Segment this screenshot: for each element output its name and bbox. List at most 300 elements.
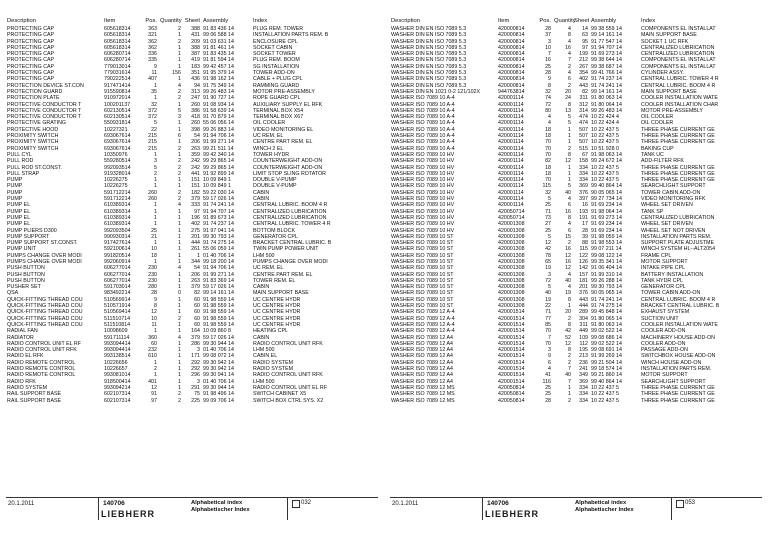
item-cell: 10226657 [104,366,128,373]
quantity-cell: 1 [178,303,181,310]
pos-cell: 78 [545,252,551,259]
quantity-cell: 4 [568,196,571,203]
sheet-cell: 151 [191,183,200,190]
footer-date: 20.1.2011 [8,501,35,507]
assembly-cell: 99 26 483 14 [591,107,622,114]
description-cell: PULL STRAP [7,170,40,177]
description-cell: WASHER DIN EN ISO 7089 5.3 [391,76,467,83]
item-cell: 420001114 [498,151,524,158]
pos-cell: 70 [545,151,551,158]
document-number: 140706 [487,500,509,507]
quantity-cell: 5 [568,120,571,127]
index-cell: THREE PHASE CURRENT GE [641,391,715,398]
index-cell: LHM 500 [253,252,275,259]
footer-date: 20.1.2011 [392,501,419,507]
sheet-cell: 386 [191,107,200,114]
sheet-cell: 507 [579,133,588,140]
table-row [6,372,378,378]
index-cell: TOWER ADD-ON [253,70,295,77]
liebherr-logo: LIEBHERR [101,509,156,519]
assembly-cell: 91 99 271 14 [203,271,234,278]
item-cell: 606280714 [104,51,131,58]
item-cell: 420001514 [498,334,525,341]
description-cell: WASHER ISO 7089 10 A-4 [391,126,455,133]
pos-cell: 19 [545,296,551,303]
pos-cell: 18 [545,126,551,133]
quantity-cell: 1 [178,139,181,146]
item-cell: 693067614 [104,133,131,140]
assembly-cell: 99 08 691 14 [591,347,622,354]
quantity-cell: 2 [178,189,181,196]
sheet-header: Sheet [184,18,200,24]
assembly-cell: 99 30 793 14 [203,233,234,240]
assembly-cell: 99 26 288 14 [591,277,622,284]
index-cell: AUXILIARY SUPPLY EL RFK [253,101,323,108]
quantity-cell: 8 [568,296,571,303]
quantity-cell: 1 [178,227,181,234]
item-cell: 983492214 [104,290,131,297]
sheet-cell: 334 [579,397,588,404]
quantity-cell: 1 [178,240,181,247]
sheet-cell: 441 [191,170,200,177]
item-cell: 606277014 [104,277,131,284]
description-header: Description [7,18,36,24]
quantity-cell: 2 [178,95,181,102]
description-cell: WASHER DIN EN ISO 7089 5.3 [391,82,467,89]
sheet-cell: 349 [579,372,588,379]
item-cell: 420001308 [498,265,525,272]
index-cell: THREE PHASE CURRENT GE [641,397,715,404]
assembly-cell: 91 69 273 14 [591,214,622,221]
pos-cell: 82 [545,158,551,165]
assembly-cell: 99 45 848 14 [591,309,622,316]
description-cell: PUMP [7,183,23,190]
pos-cell: 2 [154,170,157,177]
quantity-cell: 1 [178,353,181,360]
description-cell: PROTECTION DEVICE ST.CON [7,82,84,89]
pos-cell: 1 [154,183,157,190]
pos-cell: 10 [151,315,157,322]
quantity-cell: 8 [568,32,571,39]
item-cell: 420000814 [498,26,525,32]
item-cell: 790222514 [104,76,131,83]
index-cell: MOTOR PRE-ASSEMBLY [641,107,703,114]
item-cell: 559280514 [104,158,131,165]
pos-cell: 260 [148,189,157,196]
description-cell: WASHER ISO 7089 12 A-4 [391,309,455,316]
item-cell: 420000814 [498,44,525,51]
index-cell: BRACKET CENTRAL LUBRIC. B [253,240,332,247]
index-cell: COOLER INSTALLATION WATE [641,95,718,102]
assembly-cell: 99 42 340 14 [203,151,234,158]
sheet-cell: 359 [191,151,200,158]
pos-cell: 232 [148,347,157,354]
description-cell: PULL CYL [7,151,32,158]
assembly-cell: 91 74 241 14 [203,202,234,209]
quantity-cell: 2 [568,82,571,89]
index-cell: CENTRALIZED LUBRICATION [253,208,327,215]
item-cell: 420001114 [498,133,524,140]
quantity-cell: 8 [568,321,571,328]
quantity-cell: 1 [178,378,181,385]
pos-cell: 362 [148,38,157,45]
pos-cell: 32 [545,88,551,95]
sheet-cell: 60 [194,315,200,322]
sheet-cell: 369 [579,183,588,190]
item-cell: 420000814 [498,57,525,64]
quantity-cell: 2 [178,145,181,152]
description-cell: WASHER ISO 7089 10 HV [391,214,455,221]
pos-cell: 70 [545,145,551,152]
description-cell: PROTECTION PLATE [7,95,60,102]
index-cell: LHM 500 [253,378,275,385]
pos-cell: 115 [542,183,551,190]
index-cell: VIDEO MONITORING EL [253,126,314,133]
sheet-cell: 115 [579,246,588,253]
quantity-cell: 12 [565,265,571,272]
sheet-cell: 1 [197,252,200,259]
item-cell: 420050814 [498,397,525,404]
assembly-cell: 10 09 849 1 [203,183,231,190]
item-cell: 779013014 [104,63,131,70]
assembly-cell: 91 69 234 14 [591,221,622,228]
pos-cell: 1 [154,214,157,221]
item-cell: 591711114 [104,334,130,341]
index-cell: CENTRAL LUBRIC. TOWER 4 R [253,221,331,228]
item-cell: 605618314 [104,32,131,39]
index-cell: ADD-FILTER RFK [641,158,684,165]
quantity-cell: 1 [178,221,181,228]
sheet-cell: 418 [191,114,200,121]
item-cell: 915590814 [104,88,131,95]
item-cell: 420000814 [498,32,525,39]
item-cell: 605618314 [104,26,131,32]
sheet-cell: 304 [579,315,588,322]
item-cell: 420001308 [498,284,525,291]
description-cell: PUMP SUPPORT [7,233,50,240]
quantity-cell: 4 [568,221,571,228]
pos-cell: 1 [154,208,157,215]
index-cell: BOTTOM BLOCK [253,227,295,234]
index-cell: PUMPS CHANGE OVER MODI [253,258,328,265]
sheet-cell: 333 [191,202,200,209]
item-cell: 10226275 [104,177,128,184]
index-cell: SWITCH CABINET X5 [253,391,307,398]
pos-cell: 1 [154,258,157,265]
index-cell: INSTALLATION PARTS REM. B [253,32,329,39]
quantity-cell: 1 [178,214,181,221]
quantity-cell: 1 [178,120,181,127]
sheet-cell: 82 [582,88,588,95]
item-cell: 591703014 [104,284,131,291]
index-cell: SWITCHBOX HOUSE ADD-ON [641,353,716,360]
description-cell: WASHER ISO 7089 10 ST [391,290,454,297]
pos-cell: 407 [148,76,157,83]
sheet-cell: 267 [579,63,588,70]
item-cell: 420001514 [498,321,525,328]
pos-cell: 3 [548,271,551,278]
pos-cell: 336 [148,51,157,58]
sheet-cell: 112 [579,340,588,347]
quantity-cell: 2 [568,397,571,404]
pos-cell: 3 [548,38,551,45]
index-col-header: Index [641,18,656,24]
pos-header: Pos. [145,18,157,24]
pos-cell: 230 [148,277,157,284]
quantity-cell: 1 [178,328,181,335]
assembly-cell: 91 74 237 14 [203,221,234,228]
assembly-cell: 99 30 944 14 [203,340,234,347]
description-cell: PUMP PLIERS D300 [7,227,57,234]
sheet-cell: 54 [194,265,200,272]
item-cell: 420050714 [498,208,525,215]
item-cell: 420001308 [498,240,525,247]
description-cell: RADIO RFK [7,378,36,385]
description-header: Description [391,18,420,24]
assembly-cell: 99 09 706 14 [203,397,234,404]
description-cell: WASHER ISO 7089 10 A-4 [391,114,455,121]
quantity-cell: 6 [178,133,181,140]
quantity-cell: 12 [565,158,571,165]
sheet-cell: 109 [579,334,588,341]
index-cell: SOCKET CABIN [253,44,293,51]
description-cell: PUMP UNIT [7,246,37,253]
item-cell: 992093504 [104,227,131,234]
description-cell: WASHER DIN EN ISO 7089 5.3 [391,63,467,70]
quantity-cell: 1 [178,271,181,278]
assembly-cell: 91 75 349 14 [203,82,234,89]
sheet-cell: 247 [191,95,200,102]
pos-cell: 401 [148,378,157,385]
sheet-cell: 201 [191,233,200,240]
pos-cell: 28 [151,290,157,297]
sheet-cell: 60 [194,309,200,316]
assembly-cell: 91 69 234 14 [591,202,622,209]
item-cell: 606280714 [104,57,131,64]
index-cell: CENTRALIZED LUBRICATION [641,214,715,221]
assembly-cell: 99 29 865 14 [203,164,234,171]
sheet-cell: 16 [582,202,588,209]
pos-cell: 1 [154,359,157,366]
pos-cell: 1 [154,82,157,89]
quantity-cell: 2 [178,315,181,322]
description-cell: WASHER ISO 7089 10 A-4 [391,95,455,102]
quantity-cell: 4 [568,51,571,58]
quantity-cell: 4 [568,271,571,278]
index-table-body [390,26,762,404]
quantity-cell: 3 [178,114,181,121]
assembly-header: Assembly [591,18,617,24]
item-cell: 610389314 [104,208,131,215]
index-header-row [6,18,378,26]
item-cell: 420001514 [498,372,525,379]
index-cell: THREE PHASE CURRENT GE [641,384,715,391]
assembly-cell: 91 99 271 14 [203,139,234,146]
sheet-cell: 351 [191,70,200,77]
index-cell: CENTRE PART REM. EL [253,271,313,278]
description-cell: PROTECTIVE GRATING [7,120,67,127]
quantity-cell: 1 [178,76,181,83]
index-cell: EXHAUST SYSTEM [641,309,690,316]
quantity-cell: 1 [178,277,181,284]
pos-cell: 4 [548,120,551,127]
assembly-cell: 91 98 064 14 [591,208,622,215]
pos-cell: 9 [548,353,551,360]
sheet-cell: 39 [582,233,588,240]
assembly-cell: 01 40 706 14 [203,252,234,259]
item-cell: 420001308 [498,246,525,253]
quantity-cell: 1 [178,101,181,108]
description-cell: WASHER DIN EN ISO 7089 5.3 [391,44,467,51]
sheet-cell: 183 [191,63,200,70]
index-cell: TOWER REM. EL [253,277,296,284]
assembly-cell: 91 98 559 14 [203,321,234,328]
description-cell: WASHER ISO 7089 10 ST [391,277,454,284]
sheet-cell: 260 [191,101,200,108]
quantity-cell: 7 [568,366,571,373]
description-cell: WASHER ISO 7089 10 A-4 [391,101,455,108]
pos-cell: 40 [545,290,551,297]
sheet-cell: 181 [579,277,588,284]
pos-cell: 230 [148,265,157,272]
quantity-cell: 1 [568,170,571,177]
item-cell: 420001514 [498,366,525,373]
sheet-cell: 507 [579,139,588,146]
description-cell: WASHER ISO 7089 10 HV [391,151,455,158]
item-cell: 420001114 [498,139,524,146]
description-cell: PUMP [7,196,23,203]
assembly-cell: 10 22 437 5 [591,126,619,133]
page-icon [292,500,300,508]
assembly-cell: 10 09 849 1 [203,177,231,184]
quantity-cell: 1 [178,347,181,354]
pos-cell: 25 [545,384,551,391]
item-cell: 10227321 [104,126,128,133]
description-cell: QUICK-FITTING THREAD COU [7,296,83,303]
pos-cell: 70 [545,340,551,347]
pos-cell: 25 [151,227,157,234]
sheet-cell: 206 [191,139,200,146]
index-cell: PLUG REM. TOWER [253,26,304,32]
pos-cell: 25 [545,202,551,209]
assembly-cell: 91 98 559 14 [203,303,234,310]
index-cell: COOLER ADD-ON [641,340,686,347]
index-cell: CENTRAL LUBRIC. BOOM 4 R [641,296,716,303]
sheet-cell: 241 [579,366,588,373]
sheet-cell: 449 [579,328,588,335]
assembly-cell: 91 83 436 14 [203,26,234,32]
quantity-cell: 40 [565,189,571,196]
index-cell: MOTOR SUPPORT [641,258,688,265]
sheet-cell: 75 [194,391,200,398]
item-cell: 420001114 [498,189,524,196]
pos-cell: 5 [154,164,157,171]
quantity-cell: 1 [178,258,181,265]
quantity-cell: 6 [568,202,571,209]
assembly-cell: 91 94 706 14 [203,265,234,272]
sheet-cell: 95 [582,38,588,45]
quantity-cell: 0 [178,290,181,297]
pos-cell: 91 [151,391,157,398]
quantity-cell: 1 [568,303,571,310]
pos-cell: 71 [545,309,551,316]
description-cell: WASHER ISO 7089 12 MS [391,384,455,391]
description-cell: PROTECTING CAP [7,70,55,77]
quantity-cell: 20 [565,309,571,316]
pos-cell: 18 [545,133,551,140]
description-cell: RADIO REMOTE CONTROL [7,359,76,366]
pos-cell: 610 [148,353,157,360]
index-cell: WINCH HOUSE ADD-ON [641,359,702,366]
item-cell: 591712214 [104,196,131,203]
description-cell: WASHER ISO 7089 10 A-4 [391,107,455,114]
assembly-cell: 91 98 559 14 [203,315,234,322]
sheet-cell: 334 [579,384,588,391]
quantity-cell: 8 [568,214,571,221]
assembly-cell: 99 26 483 14 [203,88,234,95]
item-cell: 420001308 [498,277,525,284]
index-cell: THREE PHASE CURRENT GE [641,177,715,184]
index-cell: SOCKET TOWER [253,51,296,58]
index-cell: THREE PHASE CURRENT GE [641,139,715,146]
description-cell: WASHER DIN EN ISO 7089 5.3 [391,57,467,64]
quantity-cell: 16 [565,246,571,253]
description-cell: WASHER ISO 7089 10 ST [391,252,454,259]
assembly-cell: 99 14 161 14 [203,290,234,297]
index-cell: SWITCH BOX CTRL SYS. X2 [253,397,324,404]
description-cell: QSA [7,290,19,297]
pos-cell: 9 [154,63,157,70]
assembly-cell: 91 98 063 14 [591,151,622,158]
sheet-cell: 60 [194,296,200,303]
pos-cell: 25 [545,227,551,234]
sheet-cell: 419 [191,57,200,64]
index-cell: MAIN SUPPORT BASE [641,32,697,39]
index-cell: THREE PHASE CURRENT GE [641,164,715,171]
index-cell: COMPONENTS EL INSTALLAT [641,57,716,64]
sheet-cell: 354 [579,70,588,77]
assembly-cell: 91 89 673 14 [203,214,234,221]
assembly-cell: 91 80 065 14 [591,315,622,322]
assembly-cell: 99 21 511 14 [203,145,234,152]
quantity-cell: 4 [178,334,181,341]
index-cell: COOLER INSTALLATION WATE [641,321,718,328]
assembly-cell: 99 21 504 14 [591,359,622,366]
description-cell: WASHER ISO 7089 12 A4 [391,353,453,360]
assembly-cell: 99 42 457 14 [203,63,234,70]
assembly-cell: 91 98 559 14 [203,309,234,316]
assembly-cell: 99 27 734 14 [591,196,622,203]
sheet-cell: 286 [191,340,200,347]
index-cell: CENTRE PART REM. EL [253,139,313,146]
quantity-cell: 40 [565,372,571,379]
assembly-cell: 91 58 639 14 [203,107,234,114]
item-cell: 420000814 [498,38,525,45]
description-cell: WASHER ISO 7089 10 HV [391,177,455,184]
item-cell: 510569414 [104,309,131,316]
assembly-cell: 91 98 496 14 [203,391,234,398]
item-cell: 420001114 [498,183,524,190]
sheet-cell: 54 [194,133,200,140]
index-cell: COMPONENTS EL INSTALLAT [641,26,716,32]
sheet-cell: 236 [579,359,588,366]
item-cell: 420000814 [498,82,525,89]
sheet-cell: 3 [197,347,200,354]
description-cell: PUSHER SET [7,284,41,291]
assembly-cell: 99 38 559 14 [591,26,622,32]
quantity-cell: 1 [568,391,571,398]
description-cell: WASHER ISO 7089 10 A-4 [391,145,455,152]
